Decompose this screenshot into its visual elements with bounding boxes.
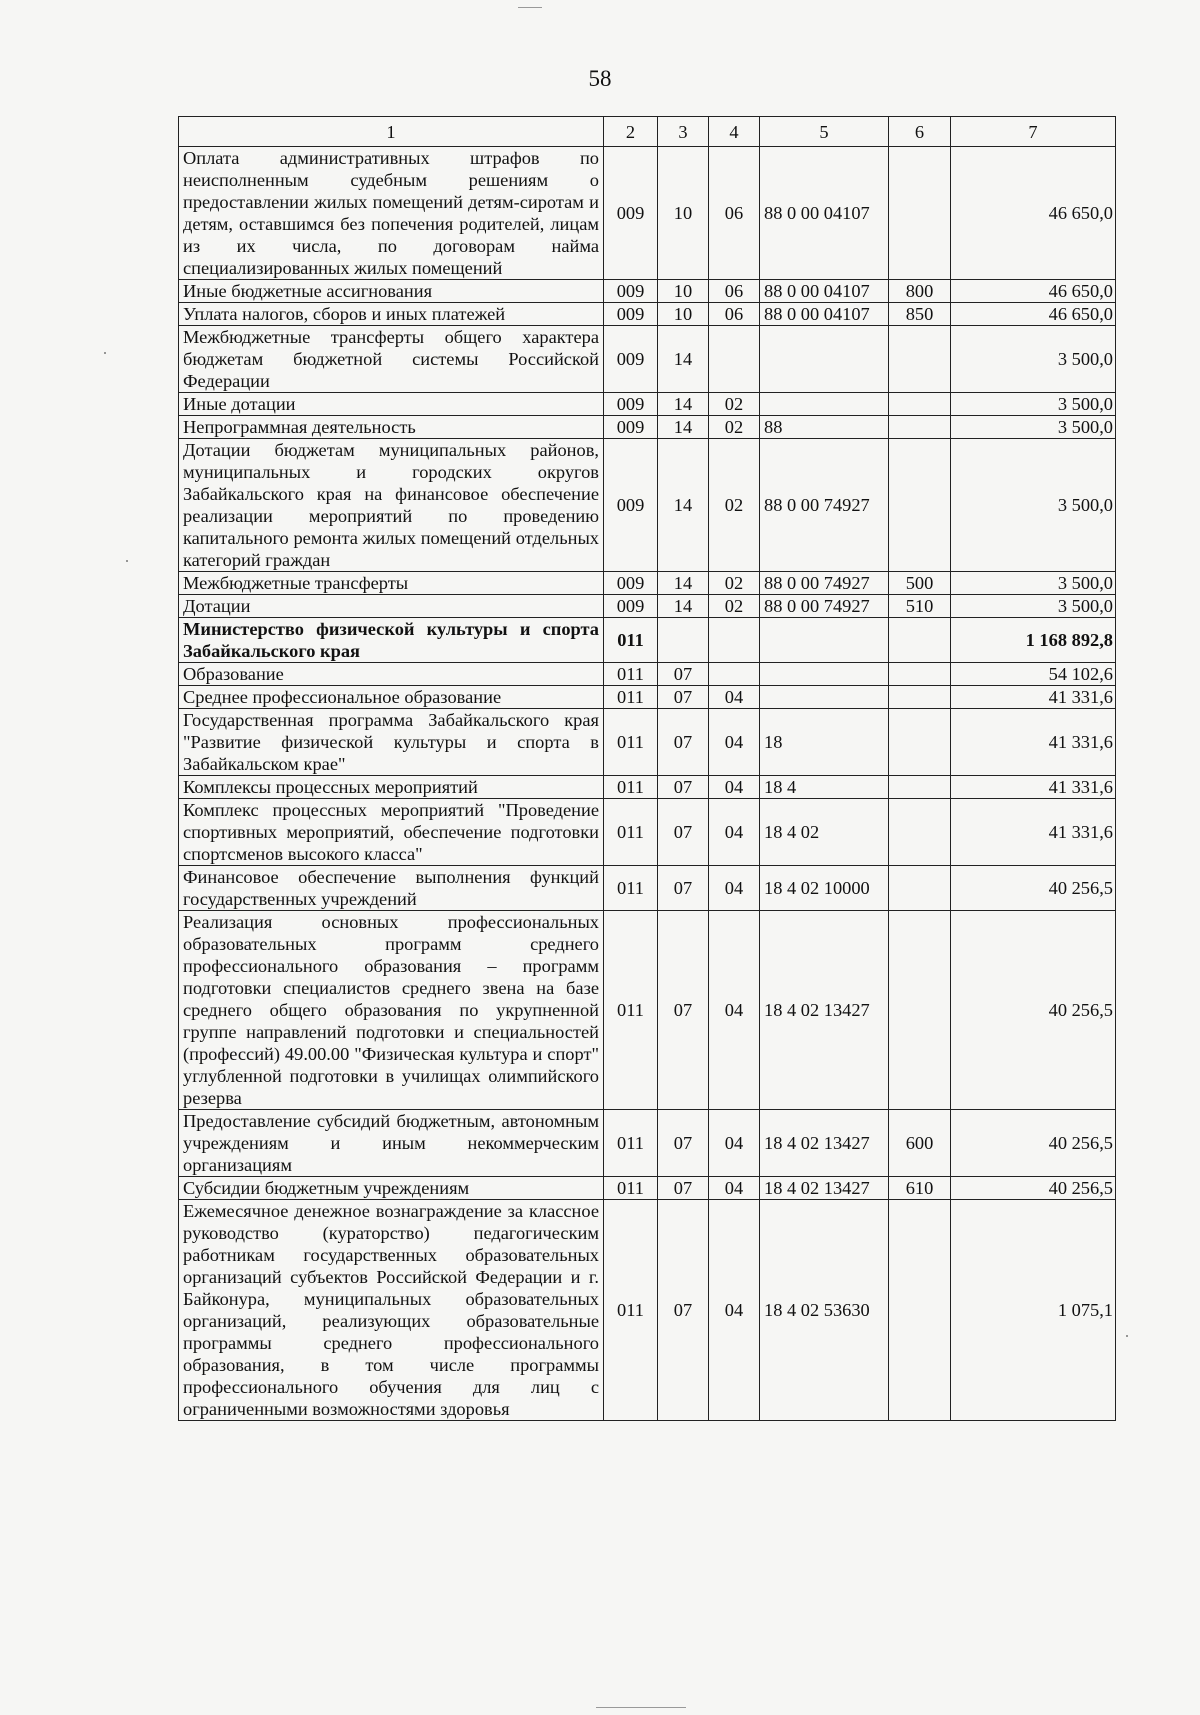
target-article-cell: 18 [760, 709, 889, 776]
target-article-cell: 88 [760, 416, 889, 439]
table-row [179, 393, 1116, 416]
ministry-code-cell: 009 [604, 439, 658, 572]
ministry-code-cell: 011 [604, 1200, 658, 1421]
section-code-cell: 14 [658, 393, 709, 416]
table-row [179, 147, 1116, 280]
subsection-code-cell: 04 [709, 686, 760, 709]
amount-cell: 1 075,1 [951, 1200, 1116, 1421]
scan-speck [1126, 1335, 1128, 1337]
section-code-cell: 07 [658, 1177, 709, 1200]
target-article-cell [760, 686, 889, 709]
item-name-cell: Оплата административных штрафов по неисполненным судебным решениям о предоставлении жилых помещений детям-сиротам и детям, оставшимся без попечения родителей, лицам из их числа, по договорам найма специализированных жилых помещений [179, 147, 604, 280]
amount-cell: 3 500,0 [951, 595, 1116, 618]
item-name-cell: Государственная программа Забайкальского края "Развитие физической культуры и спорта в Забайкальском крае" [179, 709, 604, 776]
section-code-cell: 10 [658, 147, 709, 280]
amount-cell: 40 256,5 [951, 1177, 1116, 1200]
ministry-code-cell: 011 [604, 686, 658, 709]
item-name-cell: Ежемесячное денежное вознаграждение за классное руководство (кураторство) педагогическим работникам государственных образовательных организаций субъектов Российской Федерации и г. Байконура, муниципальных образовательных организаций, реализующих образовательные программы среднего профессионального образования, в том числе программы профессионального обучения для лиц с ограниченными возможностями здоровья [179, 1200, 604, 1421]
header-row [179, 117, 1116, 147]
table-row [179, 1177, 1116, 1200]
amount-cell: 3 500,0 [951, 416, 1116, 439]
ministry-code-cell: 011 [604, 618, 658, 663]
expense-type-cell: 800 [889, 280, 951, 303]
section-code-cell: 07 [658, 866, 709, 911]
expense-type-cell: 500 [889, 572, 951, 595]
target-article-cell: 88 0 00 04107 [760, 147, 889, 280]
page-number: 58 [588, 66, 612, 91]
item-name-cell: Дотации бюджетам муниципальных районов, муниципальных и городских округов Забайкальского края на финансовое обеспечение реализации мероприятий по проведению капитального ремонта жилых помещений отдельных категорий граждан [179, 439, 604, 572]
table-row [179, 280, 1116, 303]
subsection-code-cell: 04 [709, 866, 760, 911]
section-code-cell: 07 [658, 911, 709, 1110]
target-article-cell: 18 4 02 13427 [760, 1110, 889, 1177]
item-name-cell: Иные бюджетные ассигнования [179, 280, 604, 303]
amount-cell: 46 650,0 [951, 147, 1116, 280]
table-row [179, 416, 1116, 439]
item-name-cell: Министерство физической культуры и спорта Забайкальского края [179, 618, 604, 663]
item-name-cell: Иные дотации [179, 393, 604, 416]
target-article-cell [760, 326, 889, 393]
section-code-cell: 07 [658, 709, 709, 776]
ministry-code-cell: 009 [604, 147, 658, 280]
ministry-code-cell: 011 [604, 1110, 658, 1177]
subsection-code-cell [709, 618, 760, 663]
item-name-cell: Дотации [179, 595, 604, 618]
item-name-cell: Финансовое обеспечение выполнения функций государственных учреждений [179, 866, 604, 911]
amount-cell: 41 331,6 [951, 799, 1116, 866]
target-article-cell: 88 0 00 04107 [760, 303, 889, 326]
table-body [179, 117, 1116, 1421]
item-name-cell: Комплекс процессных мероприятий "Проведение спортивных мероприятий, обеспечение подготовки спортсменов высокого класса" [179, 799, 604, 866]
target-article-cell [760, 663, 889, 686]
subsection-code-cell: 04 [709, 1200, 760, 1421]
table-row [179, 1200, 1116, 1421]
column-header: 1 [179, 117, 604, 147]
amount-cell: 40 256,5 [951, 1110, 1116, 1177]
item-name-cell: Комплексы процессных мероприятий [179, 776, 604, 799]
section-code-cell: 07 [658, 776, 709, 799]
section-code-cell: 07 [658, 799, 709, 866]
expense-type-cell [889, 866, 951, 911]
table-row [179, 799, 1116, 866]
expense-type-cell [889, 618, 951, 663]
scan-speck [126, 560, 128, 562]
expense-type-cell [889, 799, 951, 866]
subsection-code-cell: 04 [709, 776, 760, 799]
table-row [179, 618, 1116, 663]
expense-type-cell [889, 663, 951, 686]
ministry-code-cell: 009 [604, 280, 658, 303]
expense-type-cell [889, 911, 951, 1110]
section-code-cell: 07 [658, 663, 709, 686]
ministry-code-cell: 009 [604, 303, 658, 326]
amount-cell: 54 102,6 [951, 663, 1116, 686]
ministry-code-cell: 009 [604, 595, 658, 618]
target-article-cell: 88 0 00 74927 [760, 572, 889, 595]
amount-cell: 40 256,5 [951, 911, 1116, 1110]
target-article-cell: 18 4 02 13427 [760, 1177, 889, 1200]
expense-type-cell: 510 [889, 595, 951, 618]
table-row [179, 686, 1116, 709]
subsection-code-cell [709, 663, 760, 686]
scan-speck [104, 352, 106, 354]
section-code-cell: 07 [658, 686, 709, 709]
ministry-code-cell: 009 [604, 326, 658, 393]
expense-type-cell [889, 326, 951, 393]
ministry-code-cell: 011 [604, 866, 658, 911]
ministry-code-cell: 011 [604, 709, 658, 776]
ministry-code-cell: 011 [604, 799, 658, 866]
subsection-code-cell: 02 [709, 416, 760, 439]
table-row [179, 1110, 1116, 1177]
scan-mark-top [518, 7, 542, 8]
amount-cell: 41 331,6 [951, 686, 1116, 709]
budget-table [178, 116, 1116, 1421]
section-code-cell: 14 [658, 595, 709, 618]
table-row [179, 866, 1116, 911]
section-code-cell: 14 [658, 326, 709, 393]
column-header: 7 [951, 117, 1116, 147]
subsection-code-cell: 06 [709, 147, 760, 280]
expense-type-cell [889, 1200, 951, 1421]
item-name-cell: Межбюджетные трансферты общего характера бюджетам бюджетной системы Российской Федерации [179, 326, 604, 393]
ministry-code-cell: 009 [604, 393, 658, 416]
subsection-code-cell: 02 [709, 595, 760, 618]
section-code-cell: 07 [658, 1110, 709, 1177]
target-article-cell: 88 0 00 04107 [760, 280, 889, 303]
expense-type-cell: 610 [889, 1177, 951, 1200]
expense-type-cell: 600 [889, 1110, 951, 1177]
amount-cell: 41 331,6 [951, 776, 1116, 799]
table-row [179, 303, 1116, 326]
ministry-code-cell: 011 [604, 663, 658, 686]
amount-cell: 3 500,0 [951, 439, 1116, 572]
amount-cell: 41 331,6 [951, 709, 1116, 776]
amount-cell: 40 256,5 [951, 866, 1116, 911]
subsection-code-cell: 04 [709, 1110, 760, 1177]
subsection-code-cell: 04 [709, 799, 760, 866]
section-code-cell: 14 [658, 572, 709, 595]
section-code-cell: 10 [658, 303, 709, 326]
ministry-code-cell: 011 [604, 911, 658, 1110]
item-name-cell: Межбюджетные трансферты [179, 572, 604, 595]
item-name-cell: Образование [179, 663, 604, 686]
table-row [179, 911, 1116, 1110]
amount-cell: 3 500,0 [951, 393, 1116, 416]
column-header: 4 [709, 117, 760, 147]
target-article-cell: 88 0 00 74927 [760, 595, 889, 618]
table-row [179, 709, 1116, 776]
column-header: 3 [658, 117, 709, 147]
ministry-code-cell: 009 [604, 572, 658, 595]
subsection-code-cell: 04 [709, 1177, 760, 1200]
expense-type-cell [889, 439, 951, 572]
target-article-cell: 18 4 02 53630 [760, 1200, 889, 1421]
subsection-code-cell: 02 [709, 393, 760, 416]
expense-type-cell: 850 [889, 303, 951, 326]
subsection-code-cell: 02 [709, 439, 760, 572]
target-article-cell [760, 618, 889, 663]
item-name-cell: Предоставление субсидий бюджетным, автономным учреждениям и иным некоммерческим организациям [179, 1110, 604, 1177]
table-row [179, 572, 1116, 595]
section-code-cell: 14 [658, 416, 709, 439]
item-name-cell: Непрограммная деятельность [179, 416, 604, 439]
section-code-cell: 07 [658, 1200, 709, 1421]
item-name-cell: Реализация основных профессиональных образовательных программ среднего профессионального образования – программ подготовки специалистов среднего звена на базе среднего общего образования по укрупненной группе направлений подготовки и специальностей (профессий) 49.00.00 "Физическая культура и спорт" углубленной подготовки в училищах олимпийского резерва [179, 911, 604, 1110]
column-header: 5 [760, 117, 889, 147]
column-header: 6 [889, 117, 951, 147]
column-header: 2 [604, 117, 658, 147]
ministry-code-cell: 011 [604, 1177, 658, 1200]
target-article-cell [760, 393, 889, 416]
amount-cell: 3 500,0 [951, 326, 1116, 393]
amount-cell: 46 650,0 [951, 280, 1116, 303]
section-code-cell: 14 [658, 439, 709, 572]
expense-type-cell [889, 709, 951, 776]
expense-type-cell [889, 393, 951, 416]
section-code-cell: 10 [658, 280, 709, 303]
target-article-cell: 88 0 00 74927 [760, 439, 889, 572]
amount-cell: 46 650,0 [951, 303, 1116, 326]
item-name-cell: Субсидии бюджетным учреждениям [179, 1177, 604, 1200]
subsection-code-cell: 06 [709, 303, 760, 326]
table-row [179, 663, 1116, 686]
item-name-cell: Уплата налогов, сборов и иных платежей [179, 303, 604, 326]
subsection-code-cell: 06 [709, 280, 760, 303]
table-row [179, 439, 1116, 572]
table-row [179, 595, 1116, 618]
table-row [179, 776, 1116, 799]
item-name-cell: Среднее профессиональное образование [179, 686, 604, 709]
target-article-cell: 18 4 [760, 776, 889, 799]
amount-cell: 1 168 892,8 [951, 618, 1116, 663]
subsection-code-cell: 02 [709, 572, 760, 595]
expense-type-cell [889, 776, 951, 799]
scan-mark-bottom [596, 1707, 686, 1708]
section-code-cell [658, 618, 709, 663]
subsection-code-cell: 04 [709, 709, 760, 776]
ministry-code-cell: 011 [604, 776, 658, 799]
target-article-cell: 18 4 02 13427 [760, 911, 889, 1110]
subsection-code-cell: 04 [709, 911, 760, 1110]
subsection-code-cell [709, 326, 760, 393]
target-article-cell: 18 4 02 [760, 799, 889, 866]
table-row [179, 326, 1116, 393]
expense-type-cell [889, 147, 951, 280]
ministry-code-cell: 009 [604, 416, 658, 439]
target-article-cell: 18 4 02 10000 [760, 866, 889, 911]
amount-cell: 3 500,0 [951, 572, 1116, 595]
expense-type-cell [889, 686, 951, 709]
expense-type-cell [889, 416, 951, 439]
